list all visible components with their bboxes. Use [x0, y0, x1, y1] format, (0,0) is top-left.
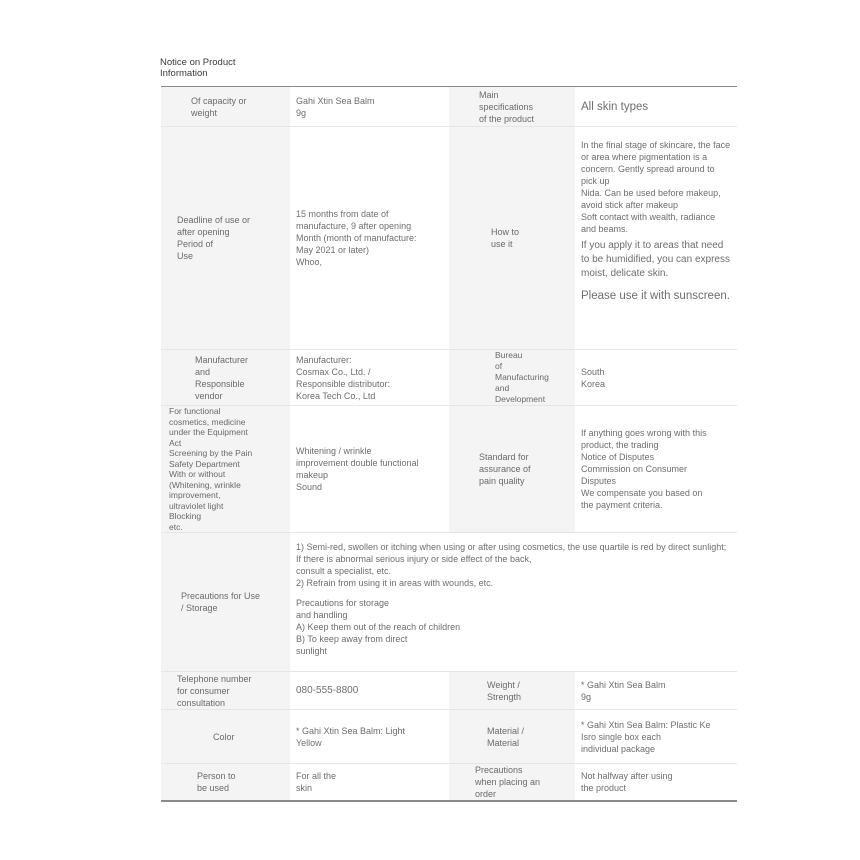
order-precautions-value: Not halfway after using the product	[575, 764, 737, 802]
deadline-value: 15 months from date of manufacture, 9 after opening Month (month of manufacture: May 2021 or later) Whoo,	[290, 127, 449, 350]
precaution-line-a: A) Keep them out of the reach of children	[296, 622, 461, 632]
precaution-spacer	[296, 589, 731, 597]
quality-standard-value: If anything goes wrong with this product, the trading Notice of Disputes Commission on Consumer Disputes We compensate you based on the payment criteria.	[575, 406, 737, 533]
table-row	[161, 533, 737, 672]
precaution-line-1: 1) Semi-red, swollen or itching when using or after using cosmetics, the use quartile is red by direct sunlight;	[296, 542, 727, 552]
precaution-storage-heading: Precautions for storage and handling	[296, 598, 390, 620]
product-info-table	[161, 86, 737, 802]
material-label: Material / Material	[449, 710, 575, 764]
quality-standard-label: Standard for assurance of pain quality	[449, 406, 575, 533]
how-to-use-step-2: Nida. Can be used before makeup, avoid stick after makeup	[581, 188, 721, 210]
color-value: * Gahi Xtin Sea Balm: Light Yellow	[290, 710, 449, 764]
how-to-use-step-4: If you apply it to areas that need to be humidified, you can express moist, delicate skin.	[581, 240, 730, 279]
table-row	[161, 127, 737, 350]
table-row	[161, 710, 737, 764]
main-spec-value: All skin types	[575, 87, 737, 127]
precautions-value	[290, 533, 737, 672]
functional-label: For functional cosmetics, medicine under the Equipment Act Screening by the Pain Safety Department With or without (Whitening, wrinkle improvement, ultraviolet light Blocking etc.	[161, 406, 290, 533]
how-to-use-step-1: In the final stage of skincare, the face or area where pigmentation is a concern. Gently spread around to pick up	[581, 140, 731, 186]
capacity-value: Gahi Xtin Sea Balm 9g	[290, 87, 449, 127]
person-value: For all the skin	[290, 764, 449, 802]
weight-label: Weight / Strength	[449, 672, 575, 710]
order-precautions-label: Precautions when placing an order	[449, 764, 575, 802]
main-spec-label: Main specifications of the product	[449, 87, 575, 127]
table-row	[161, 406, 737, 533]
table-row	[161, 87, 737, 127]
precaution-line-b: B) To keep away from direct sunlight	[296, 634, 408, 656]
manufacturer-label: Manufacturer and Responsible vendor	[161, 350, 290, 406]
precaution-line-2: If there is abnormal serious injury or side effect of the back, consult a specialist, etc.	[296, 554, 532, 576]
color-label: Color	[161, 710, 290, 764]
telephone-value: 080-555-8800	[290, 672, 449, 710]
table-row	[161, 350, 737, 406]
sunscreen-note: Please use it with sunscreen.	[581, 290, 730, 302]
material-value: * Gahi Xtin Sea Balm: Plastic Ke Isro single box each individual package	[575, 710, 737, 764]
deadline-label: Deadline of use or after opening Period of Use	[161, 127, 290, 350]
weight-value: * Gahi Xtin Sea Balm 9g	[575, 672, 737, 710]
table-row	[161, 672, 737, 710]
how-to-use-step-3: Soft contact with wealth, radiance and beams.	[581, 212, 716, 234]
precautions-label: Precautions for Use / Storage	[161, 533, 290, 672]
functional-value: Whitening / wrinkle improvement double functional makeup Sound	[290, 406, 449, 533]
origin-value: South Korea	[575, 350, 737, 406]
manufacturer-value: Manufacturer: Cosmax Co., Ltd. / Responsible distributor: Korea Tech Co., Ltd	[290, 350, 449, 406]
how-to-use-value	[575, 127, 737, 350]
capacity-label: Of capacity or weight	[161, 87, 290, 127]
page-title: Notice on Product Information	[160, 57, 236, 79]
bureau-label: Bureau of Manufacturing and Development	[449, 350, 575, 406]
person-label: Person to be used	[161, 764, 290, 802]
how-to-use-label: How to use it	[449, 127, 575, 350]
table-row	[161, 764, 737, 802]
precaution-line-3: 2) Refrain from using it in areas with wounds, etc.	[296, 578, 494, 588]
telephone-label: Telephone number for consumer consultation	[161, 672, 290, 710]
